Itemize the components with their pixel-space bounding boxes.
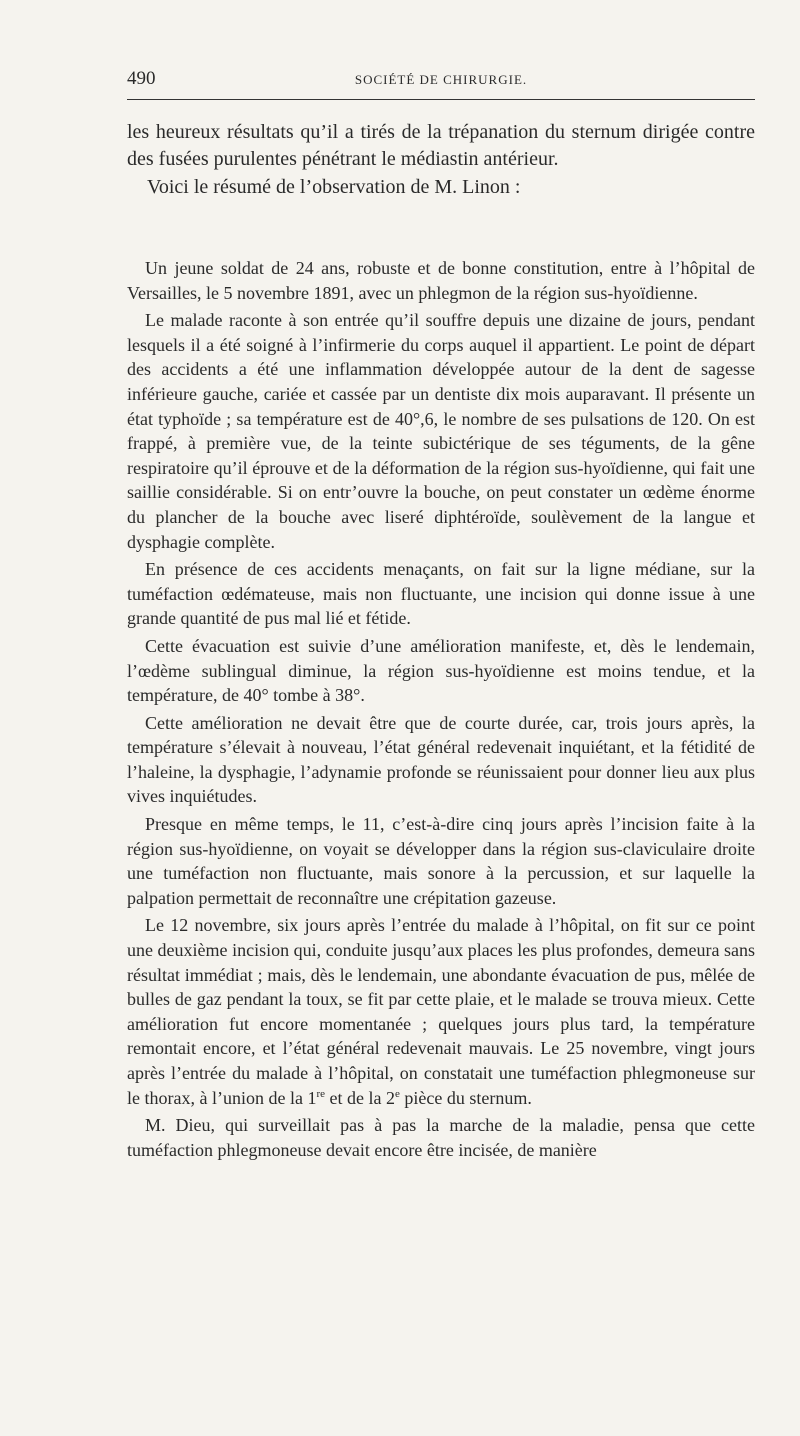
page-header — [127, 66, 755, 96]
observation-paragraph — [127, 913, 755, 1110]
observation-paragraph: Le malade raconte à son entrée qu’il souffre depuis une dizaine de jours, pendant lesquels il a été soigné à l’infirmerie du corps auquel il appartient. Le point de départ des accidents a été une inflammation développée autour de la dent de sagesse inférieure gauche, cariée et cassée par un dentiste dix mois auparavant. Il présente un état typhoïde ; sa température est de 40°,6, le nombre de ses pulsations de 120. On est frappé, à première vue, de la teinte subictérique de ses téguments, de la gêne respiratoire qu’il éprouve et de la déformation de la région sus-hyoïdienne, qui fait une saillie considérable. Si on entr’ouvre la bouche, on peut constater un œdème énorme du plancher de la bouche avec liseré diphtéroïde, soulèvement de la langue et dysphagie complète. — [127, 310, 755, 552]
header-rule — [127, 99, 755, 100]
text-run: pièce du sternum. — [399, 1087, 532, 1108]
running-title: SOCIÉTÉ DE CHIRURGIE. — [354, 72, 528, 87]
observation-paragraph: Cette amélioration ne devait être que de courte durée, car, trois jours après, la température s’élevait à nouveau, l’état général redevenait inquiétant, et la fétidité de l’haleine, la dysphagie, l’adynamie profonde se réunissaient pour donner lieu aux plus vives inquiétudes. — [127, 712, 755, 807]
page-number: 490 — [127, 68, 156, 89]
intro-paragraph: les heureux résultats qu’il a tirés de la trépanation du sternum dirigée contre des fusées purulentes pénétrant le médiastin antérieur. — [127, 121, 755, 170]
observation-paragraph: M. Dieu, qui surveillait pas à pas la marche de la maladie, pensa que cette tuméfaction phlegmoneuse devait encore être incisée, de manière — [127, 1115, 755, 1160]
intro-text — [127, 119, 755, 201]
observation-paragraph: Cette évacuation est suivie d’une amélioration manifeste, et, dès le lendemain, l’œdème sublingual diminue, la région sus-hyoïdienne est moins tendue, et la température, de 40° tombe à 38°. — [127, 635, 755, 706]
observation-text — [127, 256, 755, 1165]
intro-paragraph: Voici le résumé de l’observation de M. Linon : — [147, 176, 521, 198]
observation-paragraph: Presque en même temps, le 11, c’est-à-dire cinq jours après l’incision faite à la région sus-hyoïdienne, on voyait se développer dans la région sus-claviculaire droite une tuméfaction non fluctuante, mais sonore à la percussion, et sur laquelle la palpation permettait de reconnaître une crépitation gazeuse. — [127, 814, 755, 908]
superscript: re — [316, 1087, 325, 1100]
superscript: e — [394, 1087, 400, 1100]
text-run: et de la 2 — [325, 1087, 395, 1108]
text-run: Le 12 novembre, six jours après l’entrée du malade à l’hôpital, on fit sur ce point une deuxième incision qui, conduite jusqu’aux places les plus profondes, demeura sans résultat immédiat ; mais, dès le lendemain, une abondante évacuation de pus, mêlée de bulles de gaz pendant la toux, se fit par cette plaie, et le malade se trouva mieux. Cette amélioration fut encore momentanée ; quelques jours plus tard, la température remontait encore, et l’état général redevenait mauvais. Le 25 novembre, vingt jours après l’entrée du malade à l’hôpital, on constatait une tuméfaction phlegmoneuse sur le thorax, à l’union de la 1 — [127, 915, 755, 1108]
observation-paragraph: En présence de ces accidents menaçants, on fait sur la ligne médiane, sur la tuméfaction œdémateuse, mais non fluctuante, une incision qui donne issue à une grande quantité de pus mal lié et fétide. — [127, 559, 755, 629]
observation-paragraph: Un jeune soldat de 24 ans, robuste et de bonne constitution, entre à l’hôpital de Versailles, le 5 novembre 1891, avec un phlegmon de la région sus-hyoïdienne. — [127, 258, 755, 303]
